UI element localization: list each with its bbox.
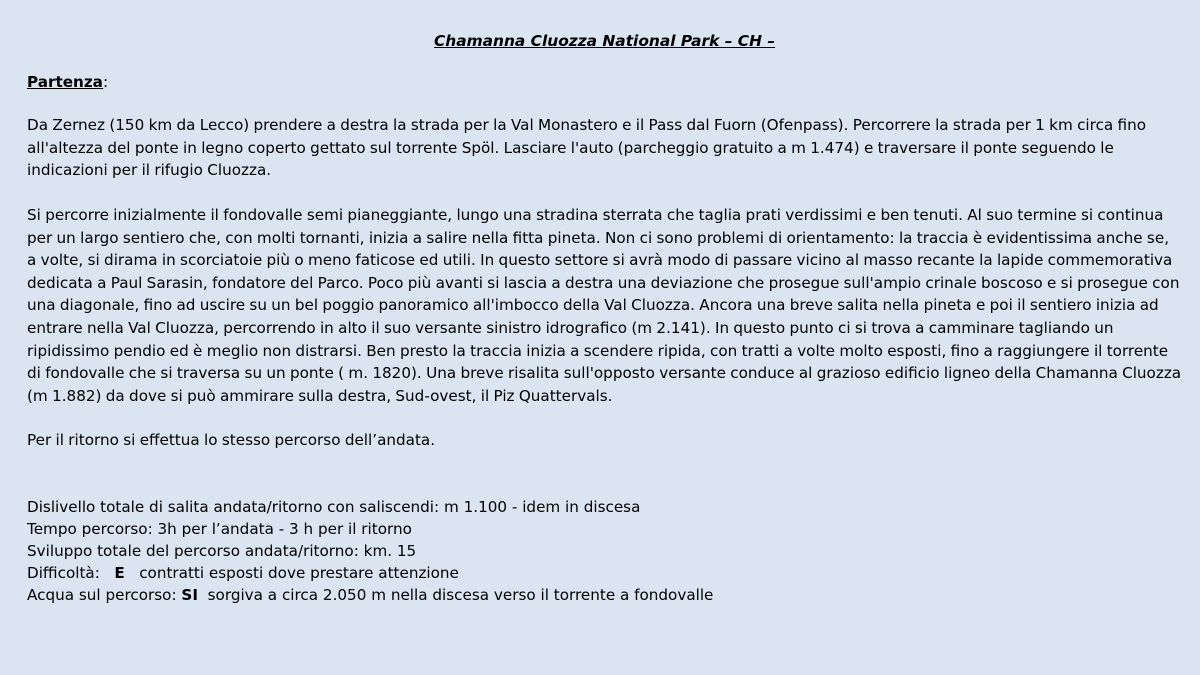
section-heading-colon: : (102, 72, 109, 91)
fact-tempo: Tempo percorso: 3h per l’andata - 3 h per il ritorno (27, 519, 412, 538)
fact-difficolta-label: Difficoltà: (27, 563, 100, 582)
fact-difficolta-note: contratti esposti dove prestare attenzione (139, 563, 459, 582)
fact-acqua-label: Acqua sul percorso: (27, 585, 177, 604)
fact-acqua-note: sorgiva a circa 2.050 m nella discesa verso il torrente a fondovalle (207, 585, 714, 604)
fact-difficolta (27, 562, 1182, 584)
fact-acqua (27, 584, 1182, 606)
paragraph-directions: Da Zernez (150 km da Lecco) prendere a destra la strada per la Val Monastero e il Pass dal Fuorn (Ofenpass). Percorrere la strada per 1 km circa fino all'altezza del ponte in legno coperto gettato sul torrente Spöl. Lasciare l'auto (parcheggio gratuito a m 1.474) e traversare il ponte seguendo le indicazioni per il rifugio Cluozza. (27, 116, 1147, 180)
fact-sviluppo: Sviluppo totale del percorso andata/ritorno: km. 15 (27, 541, 417, 560)
document-title: Chamanna Cluozza National Park – CH – (433, 32, 776, 50)
fact-acqua-value: SI (181, 585, 198, 604)
section-heading (27, 71, 1182, 94)
route-facts (27, 496, 1182, 606)
spacer (27, 474, 1182, 496)
section-heading-text: Partenza (27, 72, 103, 91)
paragraph-return: Per il ritorno si effettua lo stesso percorso dell’andata. (27, 431, 436, 450)
fact-difficolta-value: E (114, 563, 125, 582)
paragraph-route: Si percorre inizialmente il fondovalle semi pianeggiante, lungo una stradina sterrata che taglia prati verdissimi e ben tenuti. Al suo termine si continua per un largo sentiero che, con molti tornanti, inizia a salire nella fitta pineta. Non ci sono problemi di orientamento: la traccia è evidentissima anche se, a volte, si dirama in scorciatoie più o meno faticose ed utili. In questo settore si avrà modo di passare vicino al masso recante la lapide commemorativa dedicata a Paul Sarasin, fondatore del Parco. Poco più avanti si lascia a destra una deviazione che prosegue sull'ampio crinale boscoso e si prosegue con una diagonale, fino ad uscire su un bel poggio panoramico all'imbocco della Val Cluozza. Ancora una breve salita nella pineta e poi il sentiero inizia ad entrare nella Val Cluozza, percorrendo in alto il suo versante sinistro idrografico (m 2.141). In questo punto ci si trova a camminare tagliando un ripidissimo pendio ed è meglio non distrarsi. Ben presto la traccia inizia a scendere ripida, con tratti a volte molto esposti, fino a raggiungere il torrente di fondovalle che si traversa su un ponte ( m. 1820). Una breve risalita sull'opposto versante conduce al grazioso edificio ligneo della Chamanna Cluozza (m 1.882) da dove si può ammirare sulla destra, Sud-ovest, il Piz Quattervals. (27, 205, 1182, 405)
fact-dislivello: Dislivello totale di salita andata/ritorno con saliscendi: m 1.100 - idem in discesa (27, 497, 641, 516)
